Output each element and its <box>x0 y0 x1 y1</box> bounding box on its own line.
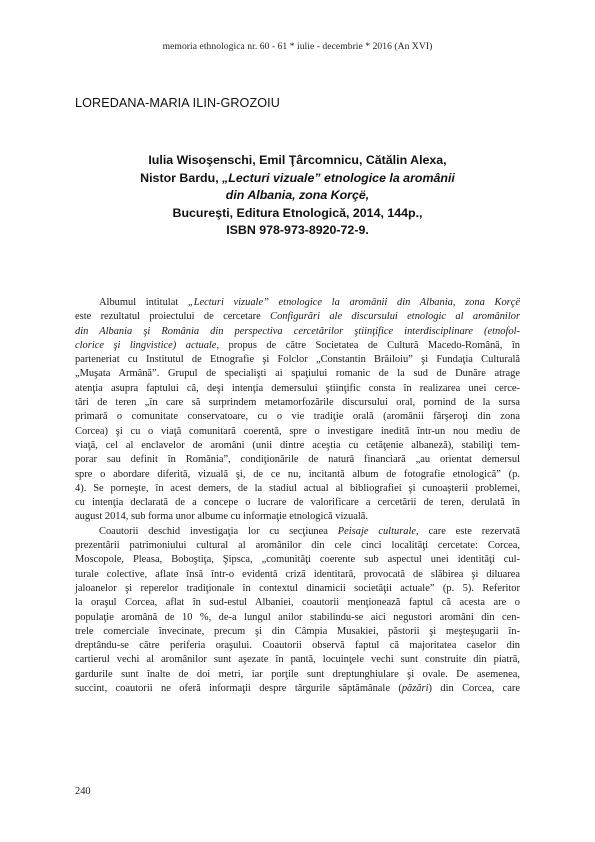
body-line: gardurile sunt înalte de doi metri, iar porţile sunt dreptunghiulare şi ovale. De asemenea, <box>75 668 520 680</box>
book-reference <box>75 152 520 240</box>
body-line: este rezultatul proiectului de cercetare Configurări ale discursului etnologic al aromânilor <box>75 311 521 323</box>
reference-text: Nistor Bardu, <box>140 170 223 185</box>
body-line: din Albania şi România din perspectiva cercetărilor ştiinţifice interdisciplinare (etnofol- <box>75 325 520 337</box>
body-line: Moscopole, Pleasa, Boboştiţa, Şipsca, „comunităţi coerente sub aspectul unei identităţi cul- <box>75 554 520 566</box>
body-line: august 2014, sub forma unor albume cu informaţie etnologică vizuală. <box>75 511 369 523</box>
article-body <box>75 296 520 696</box>
body-line: cu intenţia declarată de a concepe o lucrare de valorificare a cercetării de teren, derulată în <box>75 497 520 509</box>
reference-line <box>75 205 520 223</box>
body-line: Albumul intitulat „Lecturi vizuale” etnologice la aromânii din Albania, zona Korçë <box>99 297 520 308</box>
body-line: tări de teren „în care să surprindem metamorfozările discursului oral, pornind de la sursa <box>75 397 520 409</box>
body-line: succint, coautorii ne oferă informaţii despre târgurile săptămânale (păzări) din Corcea, care <box>75 683 520 695</box>
body-line: dreptându-se către periferia oraşului. Coautorii observă faptul că majoritatea caselor din <box>75 640 520 652</box>
reference-line <box>75 152 520 170</box>
body-line: viaţă, cel al enclavelor de aromâni (unii dintre aceştia cu cetăţenie albaneză), stabiliţi tem- <box>75 439 520 451</box>
reference-line <box>75 170 520 188</box>
reference-line <box>75 222 520 240</box>
body-line: spre o abordare diferită, vizuală şi, de ce nu, incitantă album de fotografie etnologică” (p. <box>75 468 520 480</box>
reference-text: ISBN 978-973-8920-72-9. <box>226 223 369 237</box>
reference-text: Bucureşti, Editura Etnologică, 2014, 144p., <box>172 205 423 220</box>
body-line: turale colective, aflate însă într-o evidentă criză identitară, provocată de slăbirea şi diluarea <box>75 568 520 580</box>
page-number: 240 <box>75 786 91 797</box>
body-line: parteneriat cu Institutul de Etnografie şi Folclor „Constantin Brăiloiu” şi Fundaţia Culturală <box>75 354 520 366</box>
body-line: populaţie aromână de 10 %, de-a lungul anilor stabilindu-se aici negustori aromâni din cen- <box>75 611 520 623</box>
body-line: clorice şi lingvistice) actuale, propus de către Societatea de Cultură Macedo-Română, în <box>75 339 520 351</box>
body-line: trele comerciale învecinate, precum şi din Câmpia Musakiei, păstorii şi meşteşugarii în- <box>75 625 520 637</box>
reference-title-italic: din Albania, zona Korçë, <box>225 188 370 202</box>
article-author: LOREDANA-MARIA ILIN-GROZOIU <box>75 96 280 110</box>
body-line: la oraşul Corcea, aflat în sud-estul Albaniei, coautorii menţionează faptul că acesta are o <box>75 597 520 609</box>
body-line: atenţia asupra faptului că, deşi intenţia demersului ştiinţific consta în realizarea unei cerce- <box>75 382 520 394</box>
body-line: primară o comunitate conservatoare, cu o vie tradiţie orală (aromânii fărşeroţi din zona <box>75 411 520 423</box>
reference-line <box>75 187 520 205</box>
reference-title-italic: „Lecturi vizuale” etnologice la aromânii <box>222 170 455 185</box>
body-line: jaloanelor şi reperelor tradiţionale în contextul dinamicii societăţii actuale” (p. 5). Referitor <box>75 582 520 594</box>
body-line: Coautorii deschid investigaţia lor cu secţiunea Peisaje culturale, care este rezervată <box>99 525 520 537</box>
body-line: cartierul vechi al aromânilor sunt aşezate în pantă, locuinţele vechi sunt construite din piatră, <box>75 654 520 666</box>
body-line: „Muşata Armână”. Grupul de specialişti ai spaţiului romanic de la sud de Dunăre atrage <box>75 368 520 380</box>
reference-text: Iulia Wisoşenschi, Emil Ţârcomnicu, Cătălin Alexa, <box>148 153 447 167</box>
running-header: memoria ethnologica nr. 60 - 61 * iulie - decembrie * 2016 (An XVI) <box>162 41 433 52</box>
body-line: porar sau definit în România”, condiţionările de natură financiară „au orientat demersul <box>75 454 520 466</box>
body-line: Corcea) şi cu o viaţă comunitară coerentă, spre o investigare inedită într-un nou mediu de <box>75 425 520 437</box>
body-line: prezentării patrimoniului cultural al aromânilor din cele cinci localităţi cercetate: Corcea, <box>75 540 520 552</box>
body-line: 4). Se porneşte, în acest demers, de la stadiul actual al bibliografiei şi cunoaşterii problemei, <box>75 482 520 494</box>
